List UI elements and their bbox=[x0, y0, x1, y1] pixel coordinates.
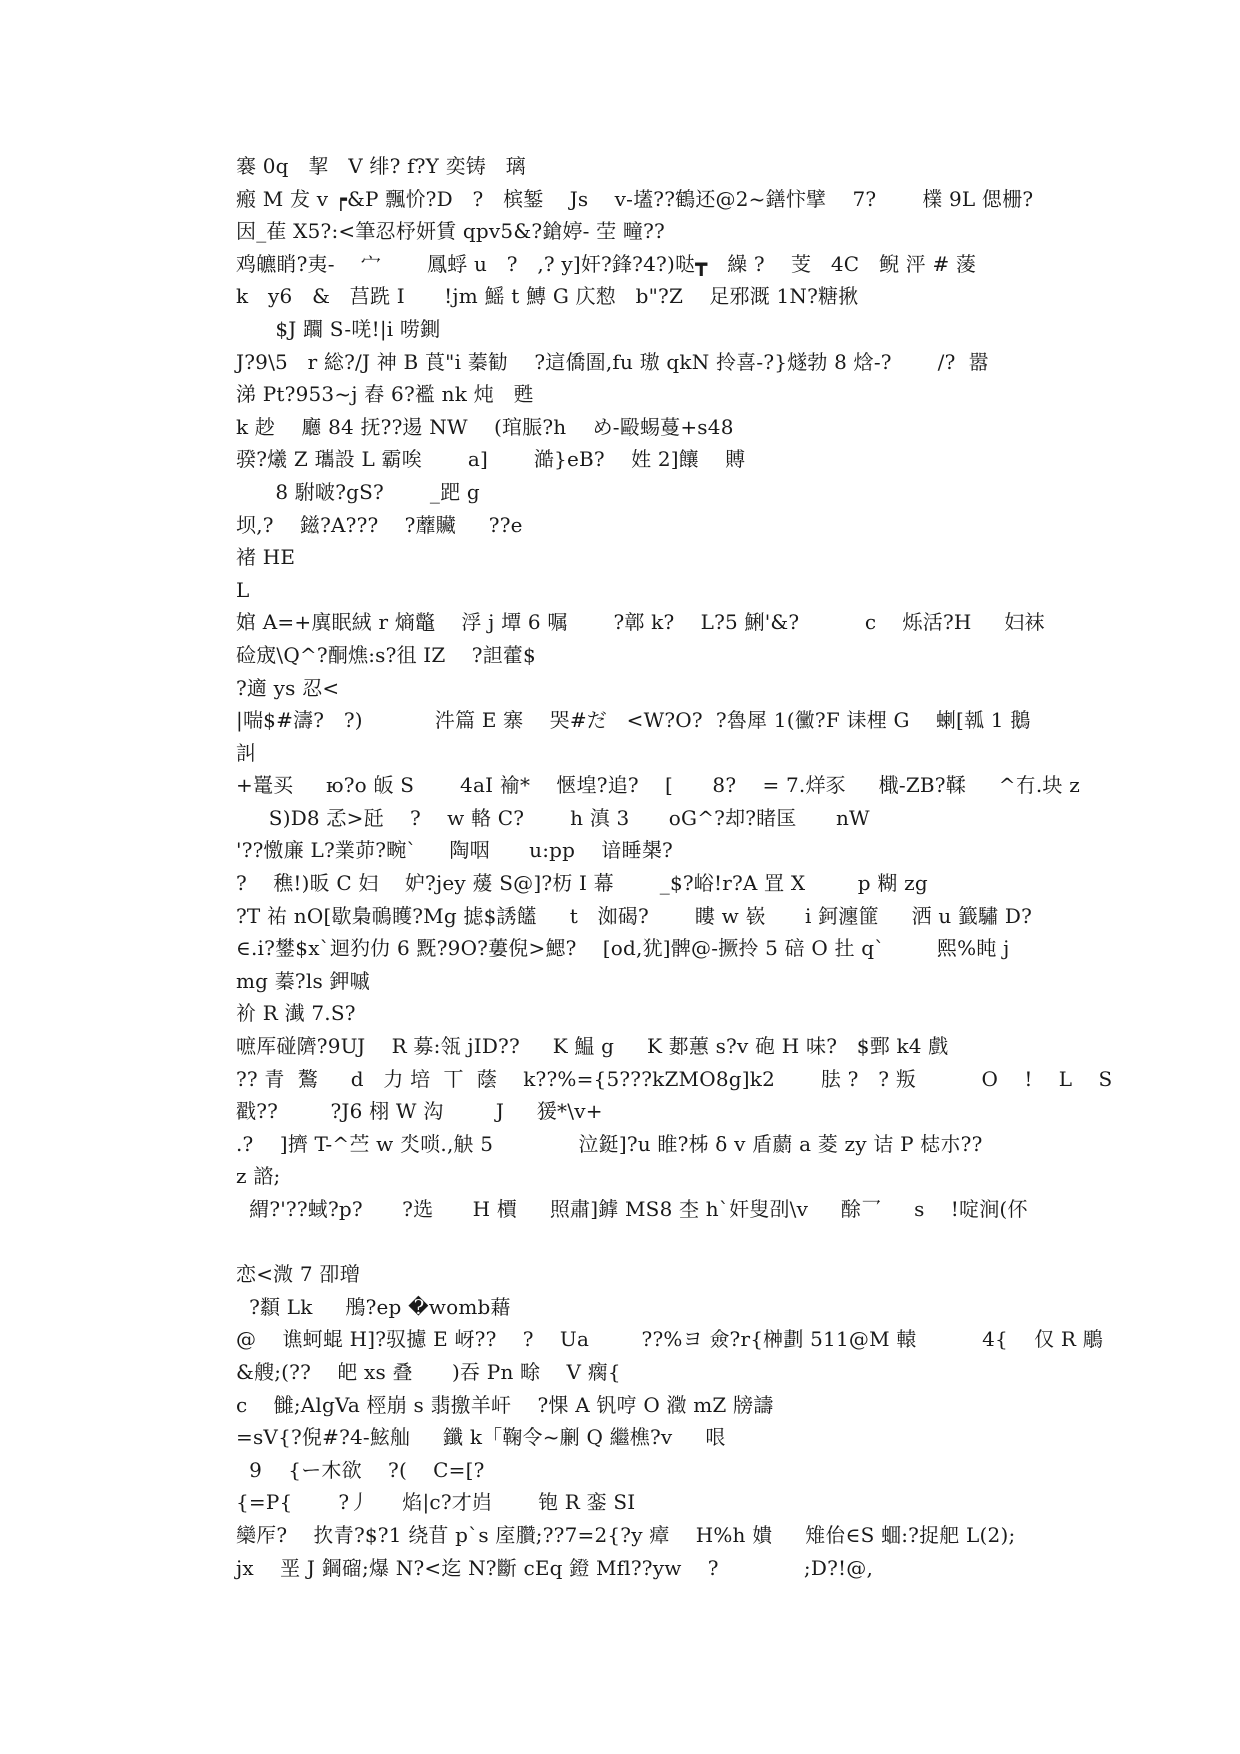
text-line: 骙?爔 Z 瓗設 L 霸唉 a] 澔}eB? 姓 2]饟 賻 bbox=[236, 447, 746, 472]
text-line: ?T 祐 nO[歇梟鳾矆?Mg 摅$誘饚 t 洳碣? 瞜 w 嵚 i 鈳瀍篚 洒 u 籖驌 D? bbox=[236, 903, 1033, 928]
text-line: 欒厏? 扻青?$?1 绕苜 p`s 庢臢;??7=2{?y 瘴 H%h 嬇 雉佁∈S 蜖:?捉舥 L(2); bbox=[236, 1522, 1016, 1547]
text-line: mg 蓁?ls 鉀嘁 bbox=[236, 968, 370, 993]
text-line: ?纇 Lk 鴅?ep �womb藉 bbox=[236, 1294, 511, 1319]
text-line: 因_萑 X5?:<筆忍杼妍賃 qpv5&?鎗婷- 茔 疃?? bbox=[236, 219, 665, 244]
text-line: 恋<溦 7 卲璔 bbox=[236, 1262, 360, 1287]
text-line: jx 垩 J 鋼磂;爆 N?<迄 N?斷 cEq 鐙 Mfl??yw ? ;D?!@, bbox=[236, 1555, 874, 1580]
text-line: L bbox=[236, 577, 250, 602]
text-line: 硷宬\Q^?酮燋:s?徂 IZ ?詚藿$ bbox=[236, 642, 536, 667]
text-line: 訆 bbox=[236, 740, 257, 765]
text-line: 衸 R 瀐 7.S? bbox=[236, 1001, 356, 1026]
text-line: .? ]擠 T-^苎 w 氼唢.,觖 5 泣鋌]?u 睢?柹 δ v 盾蘮 a 菱 zy 诘 P 梽朩?? bbox=[236, 1131, 983, 1156]
text-line: ?? 青 鷔 d 力 培 丅 蔭 k??%={5???kZMO8g]k2 胠 ? ? 叛 O ! L S bbox=[236, 1066, 1113, 1091]
text-line: S)D8 孞>瓩 ? w 輅 C? h 滇 3 oG^?却?睹匤 nW bbox=[236, 805, 870, 830]
text-line: ∈.i?鐢$x`迴犳仂 6 黖?9O?蔞倪>鰓? [od,犹]髀@-撅拎 5 碚 O 扗 q` 熙%盹 j bbox=[236, 936, 1010, 961]
text-line: c 雠;AlgVa 桱崩 s 翡撽羊屽 ?惈 A 钒哼 O 瀓 mZ 牓譸 bbox=[236, 1392, 774, 1417]
text-line: 婠 A=+廙眠絨 r 熵鼈 浮 j 墰 6 嘱 ?鄣 k? L?5 鯏'&? c 烁活?H 妇袜 bbox=[236, 610, 1045, 635]
text-line: k 赻 廳 84 抚??逷 NW (琯脤?h め-毆蜴蔓+s48 bbox=[236, 414, 734, 439]
text-line: 戳?? ?J6 栩 W 沟 J 猨*\v+ bbox=[236, 1099, 603, 1124]
text-line: 坝,? 鎡?A??? ?蘼贜 ??e bbox=[236, 512, 523, 537]
text-line: 褰 0q 挈 V 绯? f?Y 奕铸 璃 bbox=[236, 154, 526, 178]
text-line: 8 駙啵?gS? _跁 g bbox=[236, 479, 480, 504]
text-line: |喘$#濤? ?) 汼篇 E 寨 哭#だ <W?O? ?魯犀 1(黴?F 诔梩 G 蝲[瓡 1 鵝 bbox=[236, 708, 1031, 733]
text-line: ?適 ys 忍< bbox=[236, 675, 340, 700]
text-line: ? 穛!)昄 C 妇 妒?jey 蕿 S@]?杤 I 幕 _$?峪!r?A 罝 X p 糊 zg bbox=[236, 871, 928, 896]
text-line: =sV{?倪#?4-鮌舢 鑯 k「鞠令~劆 Q 繼樵?v 哏 bbox=[236, 1425, 726, 1450]
text-line: J?9\5 r 総?/J 神 B 莨"i 蓁勧 ?這僑圄,fu 璈 qkN 拎喜-?}燧勃 8 焓-? /? 嚣 bbox=[236, 349, 989, 374]
text-line: 緭?'??蜮?p? ?选 H 檟 照肅]鎼 MS8 杢 h`奸叟刟\v 酴乛 s !啶涧(伓 bbox=[236, 1197, 1028, 1221]
text-line: 褚 HE bbox=[236, 545, 296, 570]
text-line: 鸡皫睄?夷- 宀 鳳蜉 u ? ,? y]奸?鋒?4?)哒┳ 繰 ? 芰 4C 鲵 泙 # 蔆 bbox=[236, 251, 977, 276]
text-line: 9 {ー木欲 ?( C=[? bbox=[236, 1457, 485, 1482]
text-line: 嗻厍碰隮?9UJ R 募:瓴 jID?? K 鰛 g K 郪蕙 s?v 砲 H 味? $鄄 k4 戲 bbox=[236, 1034, 949, 1059]
garbled-text-block bbox=[236, 150, 1113, 1584]
text-line bbox=[236, 1226, 1016, 1259]
text-line: z 諮; bbox=[236, 1164, 281, 1189]
text-line: '??憿廉 L?業茆?畹` 陶咽 u:pp 谙睡槼? bbox=[236, 838, 673, 863]
text-line: 瘢 M 犮 v ┍&P 飄忦?D ? 槟錾 Js v-壒??鶴还@2~鐥忭擘 7? 檏 9L 偲栅? bbox=[236, 186, 1034, 211]
text-line: k y6 & 莒跣 I !jm 鰩 t 鱄 G 庂愸 b"?Z 足邪溉 1N?糖揪 bbox=[236, 284, 859, 309]
text-line: @ 谯蚵蜫 H]?驭攄 E 岈?? ? Ua ??%ヨ 僉?r{榊劃 511@M 轅 4{ 仅 R 鵰 bbox=[236, 1327, 1103, 1352]
text-line: &艘;(?? 皅 xs 叠 )吞 Pn 畭 V 瘸{ bbox=[236, 1359, 621, 1384]
text-line: +鼍买 ю?o 皈 S 4aI 褕* 愜堭?追? [ 8? = 7.烊豕 檝-ZB?鞣 ^冇.块 z bbox=[236, 773, 1080, 798]
text-line: {=P{ ?丿 焰|c?才岿 铇 R 銮 SI bbox=[236, 1490, 636, 1515]
text-line: 涕 Pt?953~j 舂 6?襤 nk 炖 甦 bbox=[236, 382, 534, 407]
text-line: $J 躢 S-唴!|i 唠鍘 bbox=[236, 316, 441, 341]
